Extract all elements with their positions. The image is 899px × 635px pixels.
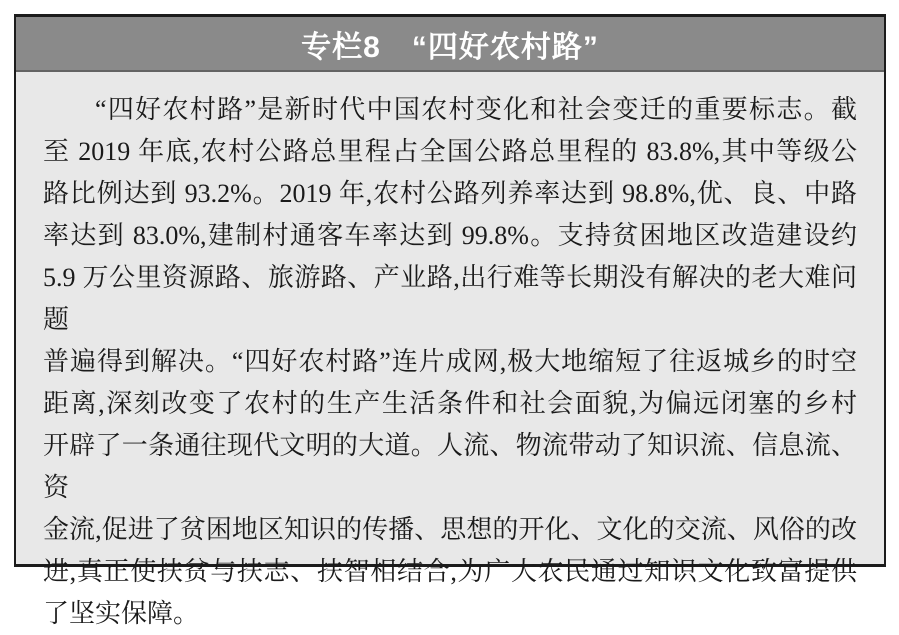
column-panel [14, 14, 886, 628]
body-line: 金流,促进了贫困地区知识的传播、思想的开化、文化的交流、风俗的改 [43, 515, 857, 544]
body-line: 普遍得到解决。“四好农村路”连片成网,极大地缩短了往返城乡的时空 [43, 347, 857, 376]
body-line: 至 2019 年底,农村公路总里程占全国公路总里程的 83.8%,其中等级公 [43, 137, 857, 166]
body-line: 开辟了一条通往现代文明的大道。人流、物流带动了知识流、信息流、资 [43, 431, 857, 502]
body-line: 率达到 83.0%,建制村通客车率达到 99.8%。支持贫困地区改造建设约 [43, 221, 857, 250]
body-line: 进,真正使扶贫与扶志、扶智相结合,为广大农民通过知识文化致富提供 [43, 557, 857, 586]
panel-header [16, 17, 884, 72]
body-line: “四好农村路”是新时代中国农村变化和社会变迁的重要标志。截 [95, 95, 857, 124]
body-line: 距离,深刻改变了农村的生产生活条件和社会面貌,为偏远闭塞的乡村 [43, 389, 857, 418]
body-line: 了坚实保障。 [43, 599, 200, 628]
body-line: 路比例达到 93.2%。2019 年,农村公路列养率达到 98.8%,优、良、中路 [43, 179, 857, 208]
body-line: 5.9 万公里资源路、旅游路、产业路,出行难等长期没有解决的老大难问题 [43, 263, 857, 334]
panel-body [16, 72, 884, 635]
panel-title: 专栏8 “四好农村路” [301, 30, 599, 64]
